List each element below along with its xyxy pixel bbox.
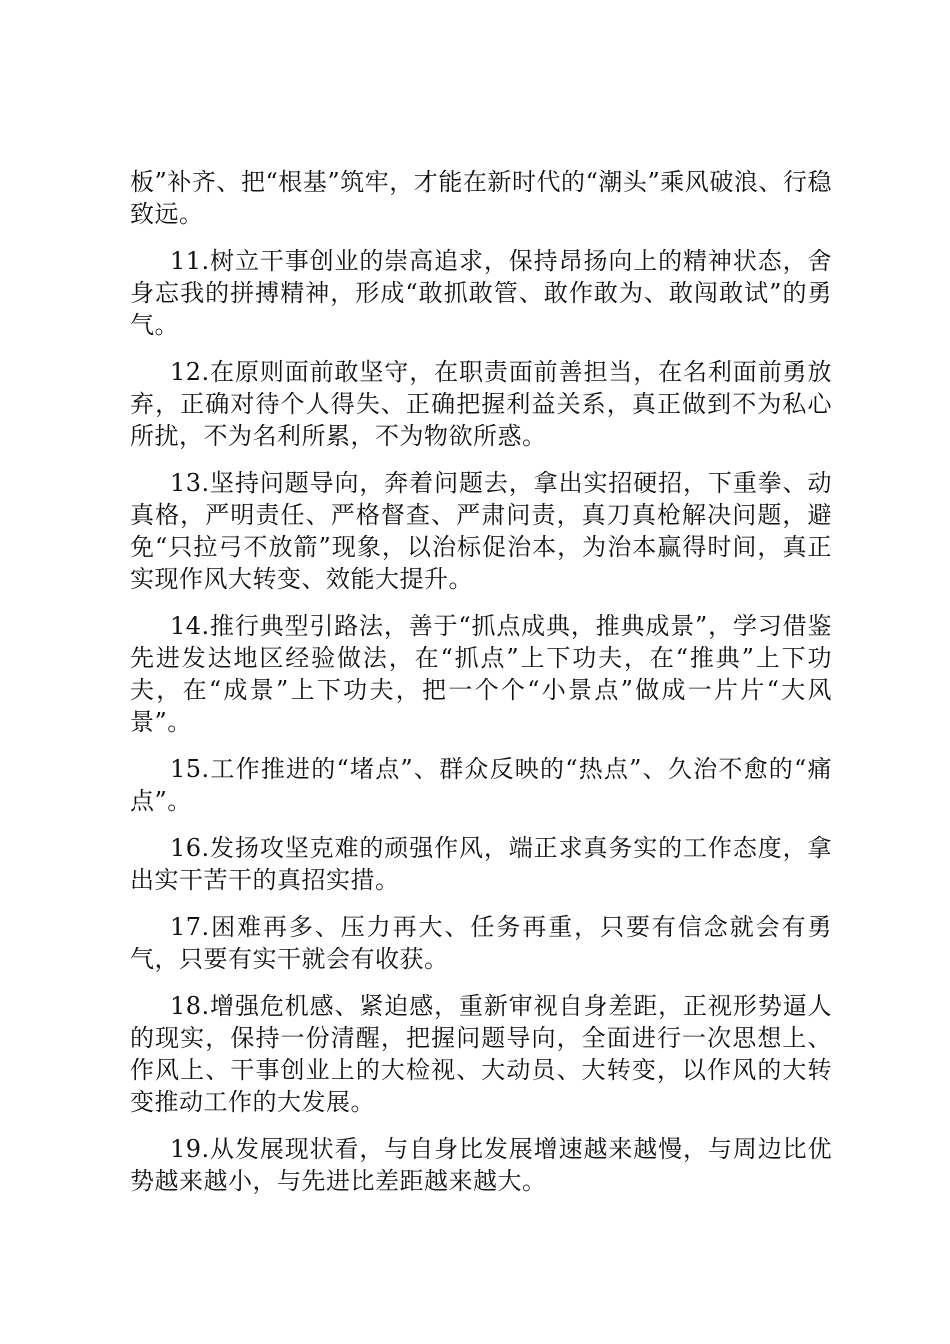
document-body: [130, 166, 832, 1197]
paragraph-item-14: 14.推行典型引路法，善于“抓点成典，推典成景”，学习借鉴先进发达地区经验做法，在“抓点”上下功夫，在“推典”上下功夫，在“成景”上下功夫，把一个个“小景点”做成一片片“大风景”。: [130, 612, 832, 736]
paragraph-item-13: 13.坚持问题导向，奔着问题去，拿出实招硬招，下重拳、动真格，严明责任、严格督查、严肃问责，真刀真枪解决问题，避免“只拉弓不放箭”现象，以治标促治本，为治本赢得时间，真正实现作风大转变、效能大提升。: [130, 469, 832, 593]
paragraph-item-12: 12.在原则面前敢坚守，在职责面前善担当，在名利面前勇放弃，正确对待个人得失、正确把握利益关系，真正做到不为私心所扰，不为名利所累，不为物欲所惑。: [130, 358, 832, 450]
paragraph-continuation: 板”补齐、把“根基”筑牢，才能在新时代的“潮头”乘风破浪、行稳致远。: [130, 168, 832, 228]
paragraph-item-11: 11.树立干事创业的崇高追求，保持昂扬向上的精神状态，舍身忘我的拼搏精神，形成“敢抓敢管、敢作敢为、敢闯敢试”的勇气。: [130, 247, 832, 339]
paragraph-item-17: 17.困难再多、压力再大、任务再重，只要有信念就会有勇气，只要有实干就会有收获。: [130, 913, 832, 973]
paragraph-item-18: 18.增强危机感、紧迫感，重新审视自身差距，正视形势逼人的现实，保持一份清醒，把握问题导向，全面进行一次思想上、作风上、干事创业上的大检视、大动员、大转变，以作风的大转变推动工作的大发展。: [130, 992, 832, 1116]
paragraph-item-15: 15.工作推进的“堵点”、群众反映的“热点”、久治不愈的“痛点”。: [130, 755, 832, 815]
paragraph-item-16: 16.发扬攻坚克难的顽强作风，端正求真务实的工作态度，拿出实干苦干的真招实措。: [130, 834, 832, 894]
paragraph-item-19: 19.从发展现状看，与自身比发展增速越来越慢，与周边比优势越来越小，与先进比差距越来越大。: [130, 1135, 832, 1195]
